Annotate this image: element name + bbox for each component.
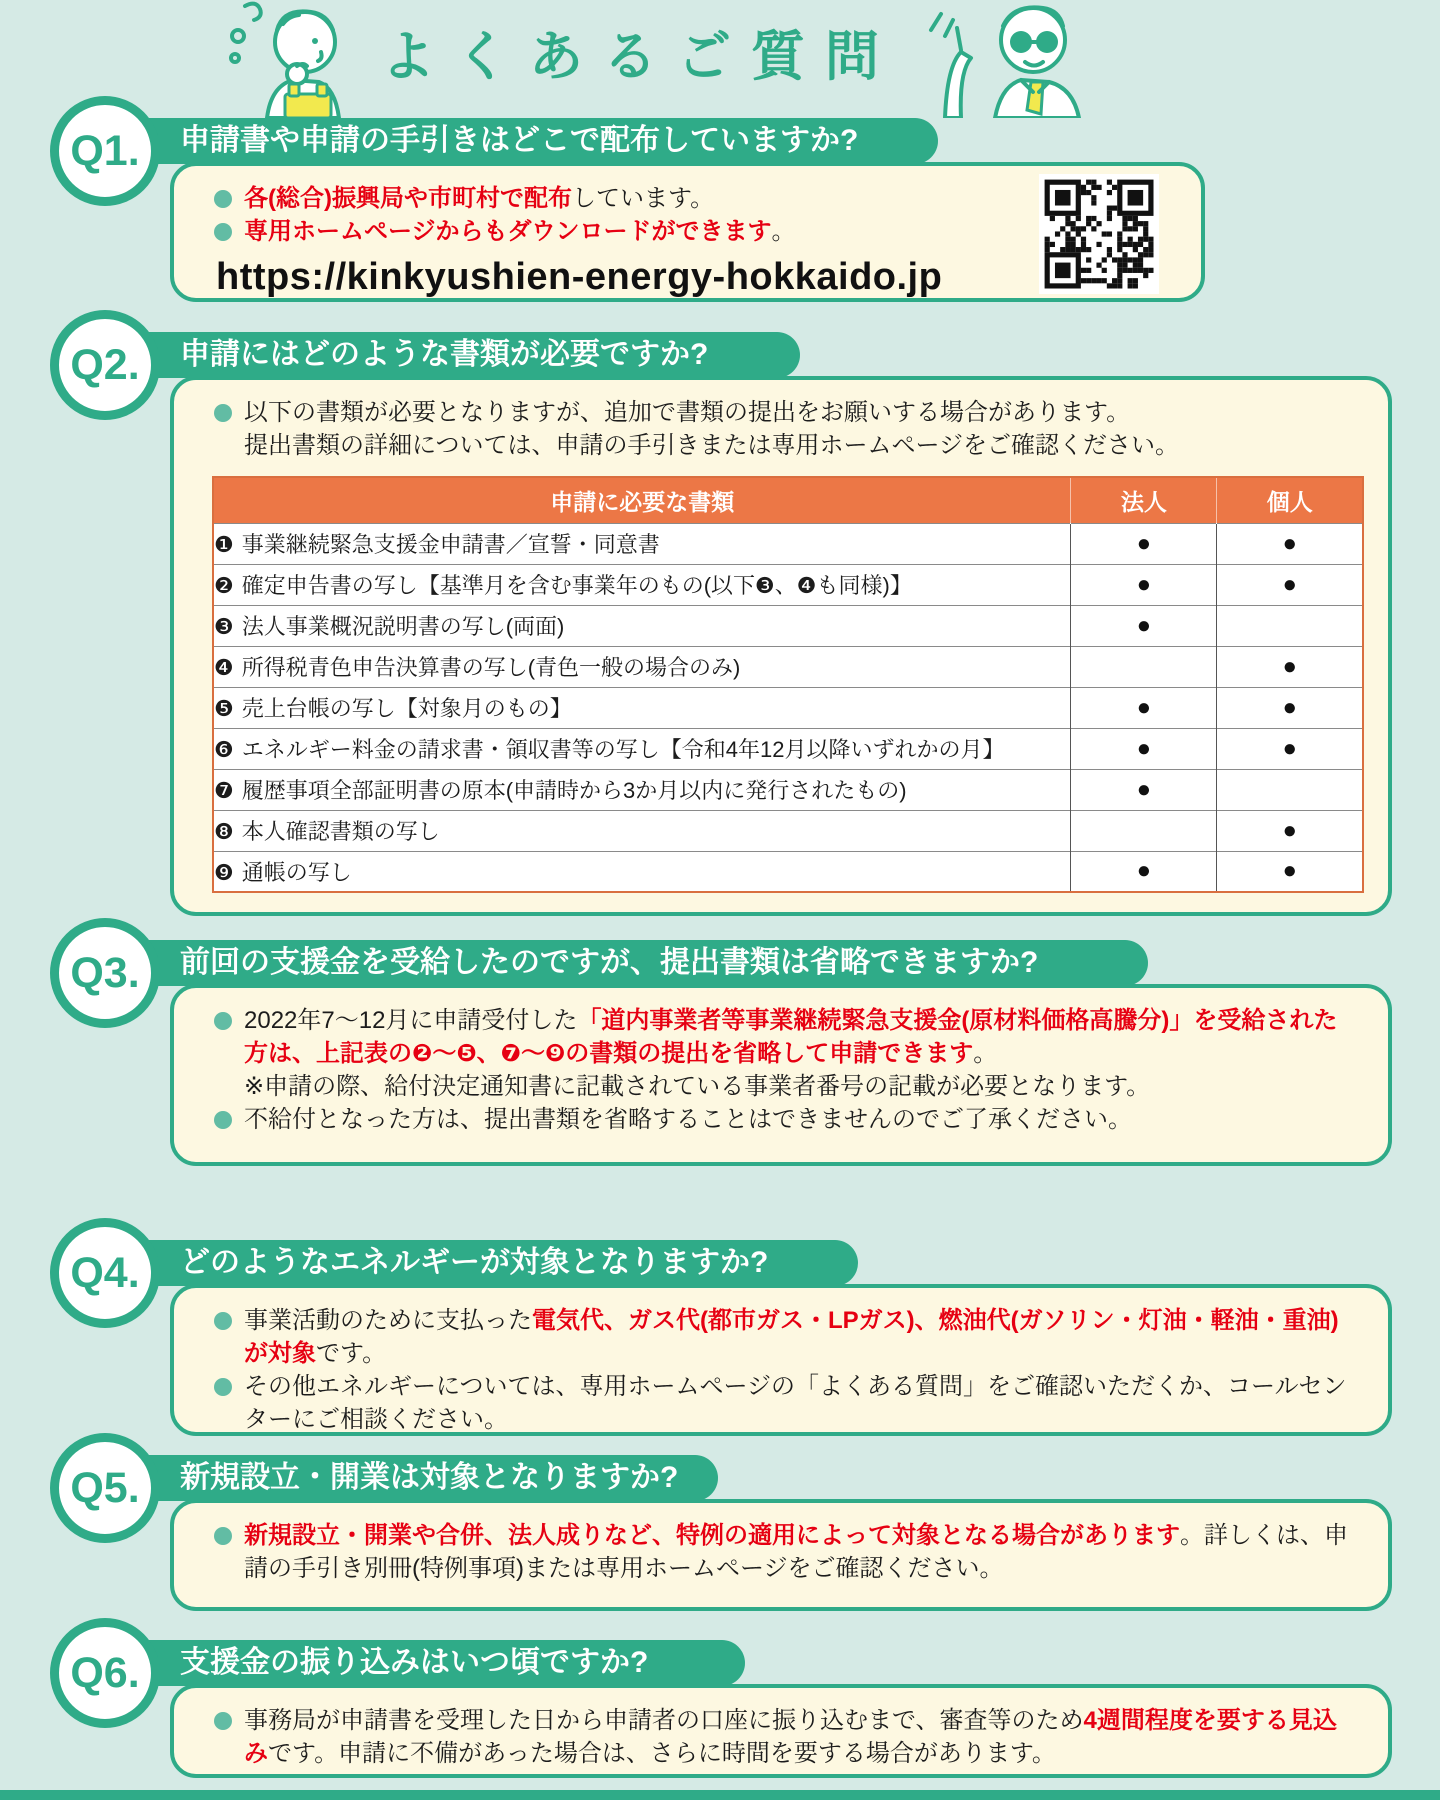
- corporation-required-cell: ●: [1071, 851, 1217, 892]
- question-badge-q4: Q4.: [50, 1218, 160, 1328]
- question-badge-q1: Q1.: [50, 96, 160, 206]
- document-name: 通帳の写し: [241, 859, 352, 885]
- row-number-icon: ❻: [214, 737, 234, 762]
- individual-required-cell: ●: [1217, 687, 1363, 728]
- footer-accent-bar: [0, 1790, 1440, 1800]
- bullet-line: 事業活動のために支払った電気代、ガス代(都市ガス・LPガス)、燃油代(ガソリン・灯油・軽油・重油)が対象です。: [212, 1304, 1358, 1370]
- row-number-icon: ❷: [214, 573, 234, 598]
- document-name-cell: [213, 687, 1071, 728]
- answer-box-q1: [170, 162, 1205, 302]
- required-documents-table: [212, 476, 1364, 893]
- table-row: [213, 605, 1363, 646]
- bullet-line: 各(総合)振興局や市町村で配布しています。: [212, 182, 1171, 215]
- bullet-dot-icon: [214, 223, 232, 241]
- table-row: [213, 687, 1363, 728]
- qr-code: [1039, 174, 1159, 294]
- corporation-required-cell: ●: [1071, 564, 1217, 605]
- document-name: 本人確認書類の写し: [241, 819, 440, 844]
- document-name: 履歴事項全部証明書の原本(申請時から3か月以内に発行されたもの): [241, 778, 907, 803]
- table-row: [213, 646, 1363, 687]
- bullet-line: 2022年7〜12月に申請受付した「道内事業者等事業継続緊急支援金(原材料価格高騰分)」を受給された方は、上記表の❷〜❺、❼〜❾の書類の提出を省略して申請できます。: [212, 1004, 1358, 1070]
- bullet-line: その他エネルギーについては、専用ホームページの「よくある質問」をご確認いただくか、コールセンターにご相談ください。: [212, 1370, 1358, 1436]
- document-name: エネルギー料金の請求書・領収書等の写し【令和4年12月以降いずれかの月】: [241, 737, 1005, 762]
- question-text: 申請書や申請の手引きはどこで配布していますか?: [180, 124, 859, 157]
- answer-bullets: [212, 1004, 1358, 1136]
- bullet-dot-icon: [214, 190, 232, 208]
- answer-bullets: [212, 396, 1358, 462]
- corporation-required-cell: [1071, 810, 1217, 851]
- document-name: 売上台帳の写し【対象月のもの】: [241, 696, 572, 721]
- bullet-dot-icon: [214, 1111, 232, 1129]
- table-row: [213, 769, 1363, 810]
- bullet-dot-icon: [214, 1378, 232, 1396]
- table-row: [213, 810, 1363, 851]
- individual-required-cell: [1217, 605, 1363, 646]
- pointing-person-illustration: [915, 0, 1105, 118]
- question-badge-q5: Q5.: [50, 1433, 160, 1543]
- answer-bullets: [212, 1704, 1358, 1770]
- answer-box-q2: [170, 376, 1392, 916]
- answer-bullets: [212, 1519, 1358, 1585]
- answer-box-q3: [170, 984, 1392, 1166]
- document-name: 確定申告書の写し【基準月を含む事業年のもの(以下❸、❹も同様)】: [241, 573, 912, 598]
- note-line: ※申請の際、給付決定通知書に記載されている事業者番号の記載が必要となります。: [244, 1073, 1151, 1100]
- question-bar-q4: [60, 1240, 858, 1286]
- required-documents-table-wrap: [212, 476, 1358, 893]
- individual-required-cell: [1217, 769, 1363, 810]
- document-name-cell: [213, 769, 1071, 810]
- question-text: 申請にはどのような書類が必要ですか?: [180, 338, 709, 371]
- corporation-required-cell: ●: [1071, 605, 1217, 646]
- answer-bullets: [212, 182, 1171, 248]
- answer-box-q6: [170, 1684, 1392, 1778]
- bullet-dot-icon: [214, 1312, 232, 1330]
- table-row: [213, 851, 1363, 892]
- question-text: 前回の支援金を受給したのですが、提出書類は省略できますか?: [180, 946, 1039, 979]
- answer-bullets: [212, 1304, 1358, 1436]
- document-name: 法人事業概況説明書の写し(両面): [241, 614, 565, 639]
- document-name-cell: [213, 523, 1071, 564]
- corporation-required-cell: [1071, 646, 1217, 687]
- col-header-individual: 個人: [1217, 477, 1363, 523]
- question-badge-q2: Q2.: [50, 310, 160, 420]
- question-text: どのようなエネルギーが対象となりますか?: [180, 1246, 769, 1279]
- document-name-cell: [213, 605, 1071, 646]
- answer-box-q4: [170, 1284, 1392, 1436]
- individual-required-cell: ●: [1217, 851, 1363, 892]
- bullet-dot-icon: [214, 404, 232, 422]
- row-number-icon: ❾: [214, 859, 234, 885]
- row-number-icon: ❹: [214, 655, 234, 680]
- row-number-icon: ❽: [214, 819, 234, 844]
- question-bar-q1: [60, 118, 938, 164]
- document-name: 所得税青色申告決算書の写し(青色一般の場合のみ): [241, 655, 741, 680]
- row-number-icon: ❶: [214, 532, 234, 557]
- bullet-dot-icon: [214, 1527, 232, 1545]
- bullet-dot-icon: [214, 1712, 232, 1730]
- table-row: [213, 728, 1363, 769]
- corporation-required-cell: ●: [1071, 687, 1217, 728]
- document-name-cell: [213, 810, 1071, 851]
- individual-required-cell: ●: [1217, 646, 1363, 687]
- individual-required-cell: ●: [1217, 523, 1363, 564]
- question-badge-q6: Q6.: [50, 1618, 160, 1728]
- document-name: 事業継続緊急支援金申請書／宣誓・同意書: [241, 532, 660, 557]
- question-bar-q2: [60, 332, 800, 378]
- individual-required-cell: ●: [1217, 728, 1363, 769]
- bullet-line: 事務局が申請書を受理した日から申請者の口座に振り込むまで、審査等のため4週間程度を要する見込みです。申請に不備があった場合は、さらに時間を要する場合があります。: [212, 1704, 1358, 1770]
- question-bar-q3: [60, 940, 1148, 986]
- document-name-cell: [213, 851, 1071, 892]
- document-name-cell: [213, 564, 1071, 605]
- table-row: [213, 523, 1363, 564]
- row-number-icon: ❸: [214, 614, 234, 639]
- corporation-required-cell: ●: [1071, 523, 1217, 564]
- question-bar-q6: [60, 1640, 745, 1686]
- bullet-line: 以下の書類が必要となりますが、追加で書類の提出をお願いする場合があります。: [212, 396, 1358, 429]
- question-badge-q3: Q3.: [50, 918, 160, 1028]
- individual-required-cell: ●: [1217, 564, 1363, 605]
- question-text: 支援金の振り込みはいつ頃ですか?: [180, 1646, 649, 1679]
- document-name-cell: [213, 728, 1071, 769]
- row-number-icon: ❼: [214, 778, 234, 803]
- question-text: 新規設立・開業は対象となりますか?: [180, 1461, 679, 1494]
- col-header-documents: 申請に必要な書類: [213, 477, 1071, 523]
- document-name-cell: [213, 646, 1071, 687]
- bullet-dot-icon: [214, 1012, 232, 1030]
- table-row: [213, 564, 1363, 605]
- homepage-url-link[interactable]: https://kinkyushien-energy-hokkaido.jp: [216, 256, 943, 298]
- bullet-line: 不給付となった方は、提出書類を省略することはできませんのでご了承ください。: [212, 1103, 1358, 1136]
- bullet-line: 新規設立・開業や合併、法人成りなど、特例の適用によって対象となる場合があります。詳しくは、申請の手引き別冊(特例事項)または専用ホームページをご確認ください。: [212, 1519, 1358, 1585]
- thinking-person-illustration: [225, 0, 360, 118]
- answer-box-q5: [170, 1499, 1392, 1611]
- corporation-required-cell: ●: [1071, 728, 1217, 769]
- individual-required-cell: ●: [1217, 810, 1363, 851]
- corporation-required-cell: ●: [1071, 769, 1217, 810]
- bullet-line: 専用ホームページからもダウンロードができます。: [212, 215, 1171, 248]
- page-title: よくあるご質問: [381, 27, 899, 87]
- row-number-icon: ❺: [214, 696, 234, 721]
- col-header-corporation: 法人: [1071, 477, 1217, 523]
- continuation-line: 提出書類の詳細については、申請の手引きまたは専用ホームページをご確認ください。: [244, 432, 1180, 459]
